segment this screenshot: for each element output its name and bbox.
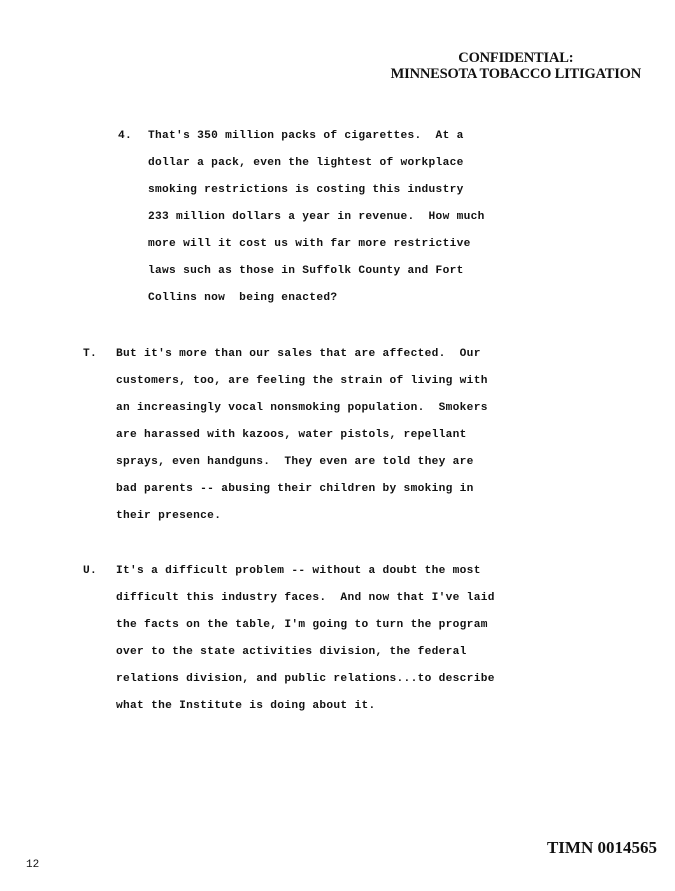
confidential-label: CONFIDENTIAL: bbox=[458, 50, 574, 66]
paragraph-label: U. bbox=[83, 565, 98, 577]
bates-number: TIMN 0014565 bbox=[546, 838, 657, 857]
paragraph-line: what the Institute is doing about it. bbox=[116, 700, 376, 712]
paragraph-t bbox=[83, 348, 583, 538]
paragraph-line: sprays, even handguns. They even are told they are bbox=[116, 456, 474, 468]
paragraph-line: Collins now being enacted? bbox=[148, 292, 338, 304]
paragraph-line: their presence. bbox=[116, 510, 222, 522]
paragraph-line: It's a difficult problem -- without a doubt the most bbox=[116, 565, 481, 577]
paragraph-line: bad parents -- abusing their children by smoking in bbox=[116, 483, 474, 495]
paragraph-line: customers, too, are feeling the strain of living with bbox=[116, 375, 488, 387]
paragraph-line: That's 350 million packs of cigarettes. At a bbox=[148, 130, 464, 142]
paragraph-line: an increasingly vocal nonsmoking population. Smokers bbox=[116, 402, 488, 414]
page-number: 12 bbox=[26, 859, 40, 871]
paragraph-line: more will it cost us with far more restrictive bbox=[148, 238, 471, 250]
paragraph-line: relations division, and public relations...to describe bbox=[116, 673, 495, 685]
paragraph-u bbox=[83, 565, 583, 725]
paragraph-line: the facts on the table, I'm going to turn the program bbox=[116, 619, 488, 631]
confidential-stamp bbox=[391, 50, 641, 82]
litigation-label: MINNESOTA TOBACCO LITIGATION bbox=[390, 66, 641, 82]
paragraph-line: dollar a pack, even the lightest of workplace bbox=[148, 157, 464, 169]
paragraph-label: 4. bbox=[118, 130, 133, 142]
paragraph-line: But it's more than our sales that are affected. Our bbox=[116, 348, 481, 360]
paragraph-line: are harassed with kazoos, water pistols, repellant bbox=[116, 429, 467, 441]
paragraph-line: smoking restrictions is costing this industry bbox=[148, 184, 464, 196]
paragraph-4 bbox=[118, 130, 558, 320]
paragraph-line: laws such as those in Suffolk County and Fort bbox=[148, 265, 464, 277]
paragraph-line: difficult this industry faces. And now that I've laid bbox=[116, 592, 495, 604]
paragraph-line: over to the state activities division, the federal bbox=[116, 646, 467, 658]
paragraph-label: T. bbox=[83, 348, 98, 360]
paragraph-line: 233 million dollars a year in revenue. How much bbox=[148, 211, 485, 223]
